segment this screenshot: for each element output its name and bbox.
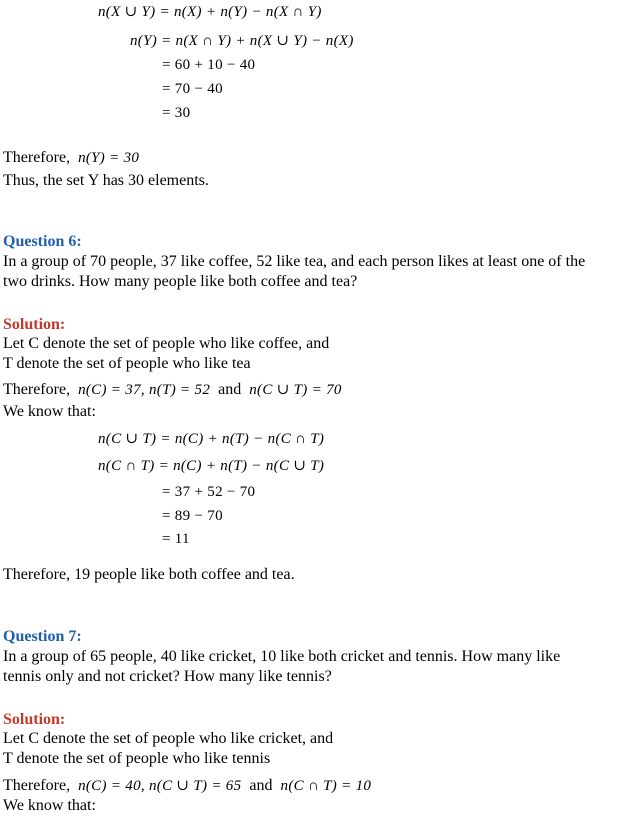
given-values-math: n(C) = 37, n(T) = 52 bbox=[78, 382, 211, 398]
solution-7-line-1: Let C denote the set of people who like cricket, and bbox=[3, 730, 334, 747]
solution-6-line-2: T denote the set of people who like tea bbox=[3, 355, 251, 372]
therefore-label: Therefore, bbox=[3, 777, 71, 794]
solution-7-therefore-line bbox=[3, 776, 371, 796]
question-6-heading: Question 6: bbox=[3, 233, 82, 250]
equation-step-3: = 30 bbox=[162, 105, 191, 121]
question-6-text-line-1: In a group of 70 people, 37 like coffee, 52 like tea, and each person likes at least one of the bbox=[3, 253, 586, 270]
we-know-text: We know that: bbox=[3, 797, 96, 814]
equation-step-1: = 60 + 10 − 40 bbox=[162, 57, 256, 73]
equation-step-1: = 37 + 52 − 70 bbox=[162, 484, 256, 500]
solution-6-therefore-line bbox=[3, 380, 342, 400]
solution-6-heading: Solution: bbox=[3, 316, 66, 333]
question-7-text-line-1: In a group of 65 people, 40 like cricket, 10 like both cricket and tennis. How many like bbox=[3, 648, 561, 665]
equation-step-2: = 89 − 70 bbox=[162, 508, 223, 524]
therefore-label: Therefore, bbox=[3, 381, 71, 398]
solution-6-line-1: Let C denote the set of people who like coffee, and bbox=[3, 335, 330, 352]
solution-7-line-2: T denote the set of people who like tennis bbox=[3, 750, 271, 767]
and-word: and bbox=[249, 777, 273, 794]
question-7-text-line-2: tennis only and not cricket? How many like tennis? bbox=[3, 668, 332, 685]
therefore-math: n(Y) = 30 bbox=[78, 150, 140, 166]
given-values-math: n(C) = 40, n(C ∪ T) = 65 bbox=[78, 778, 242, 794]
equation-intersection-c-t: n(C ∩ T) = n(C) + n(T) − n(C ∪ T) bbox=[98, 458, 325, 474]
we-know-text: We know that: bbox=[3, 403, 96, 420]
solution-7-heading: Solution: bbox=[3, 711, 66, 728]
equation-union-c-t: n(C ∪ T) = n(C) + n(T) − n(C ∩ T) bbox=[98, 431, 325, 447]
therefore-label: Therefore, bbox=[3, 149, 71, 166]
intersection-value-math: n(C ∩ T) = 10 bbox=[280, 778, 372, 794]
union-value-math: n(C ∪ T) = 70 bbox=[249, 382, 342, 398]
conclusion-text: Thus, the set Y has 30 elements. bbox=[3, 172, 209, 189]
equation-step-2: = 70 − 40 bbox=[162, 81, 223, 97]
question-6-text-line-2: two drinks. How many people like both coffee and tea? bbox=[3, 273, 358, 290]
equation-union-x-y: n(X ∪ Y) = n(X) + n(Y) − n(X ∩ Y) bbox=[98, 4, 322, 20]
and-word: and bbox=[218, 381, 242, 398]
equation-n-y: n(Y) = n(X ∩ Y) + n(X ∪ Y) − n(X) bbox=[130, 33, 354, 49]
question-7-heading: Question 7: bbox=[3, 628, 82, 645]
solution-6-conclusion: Therefore, 19 people like both coffee and tea. bbox=[3, 566, 295, 583]
therefore-line bbox=[3, 148, 139, 168]
equation-step-3: = 11 bbox=[162, 531, 190, 547]
